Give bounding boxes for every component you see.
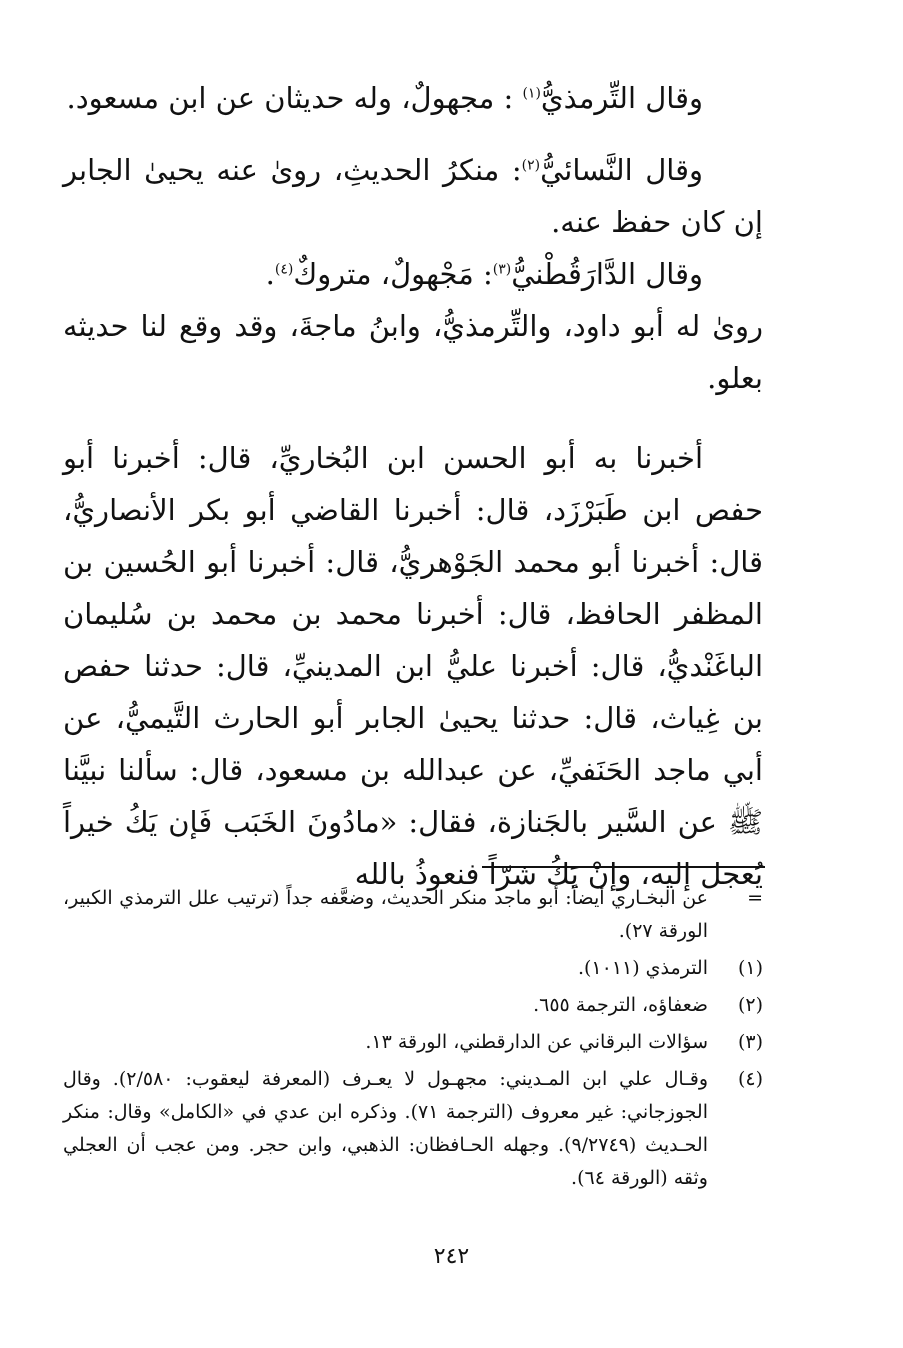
footnote-text: ضعفاؤه، الترجمة ٦٥٥. [533, 994, 708, 1016]
paragraph-text: وقال التِّرمذيُّ [540, 81, 703, 115]
footnote-mark: (١) [737, 957, 763, 979]
footnote-mark: (٢) [737, 994, 763, 1016]
footnote-4 [63, 1063, 763, 1195]
footnote-text: عن البخـاري أيضاً: أبو ماجد منكر الحديث، وضعَّفه جداً (ترتيب علل الترمذي الكبير، الورقة ٢٧). [63, 887, 708, 942]
paragraph-tirmidhi [63, 72, 763, 124]
footnote-ref: (١) [522, 85, 541, 102]
footnote-text: سؤالات البرقاني عن الدارقطني، الورقة ١٣. [365, 1031, 708, 1053]
main-text [63, 72, 763, 900]
footnote-ref: (٣) [492, 261, 512, 278]
page-number: ٢٤٢ [433, 1244, 470, 1269]
paragraph-text: . [265, 257, 275, 291]
footnote-text: وقـال علي ابن المـديني: مجهـول لا يعـرف (المعرفة ليعقوب: ٢/٥٨٠). وقال الجوزجاني: غير معروف (الترجمة ٧١). وذكره ابن عدي في «الكامل» وقال: منكر الحـديث (٩/٢٧٤٩). وجهله الحـافظان: الذهبي، وابن حجر. ومن عجب أن العجلي وثقه (الورقة ٦٤). [63, 1068, 709, 1189]
footnote-2 [63, 989, 763, 1022]
paragraph-text: : مجهولٌ، وله حديثان عن ابن مسعود. [66, 81, 523, 115]
footnote-1 [63, 952, 763, 985]
footnote-3 [63, 1026, 763, 1059]
footnote-mark: = [747, 887, 763, 909]
paragraph-daraqutni [63, 248, 763, 300]
footnote-text: الترمذي (١٠١١). [577, 957, 708, 979]
footnote-ref: (٤) [274, 261, 294, 278]
paragraph-text: وقال الدَّارَقُطْنيُّ [511, 257, 703, 291]
footnote-separator [482, 866, 765, 868]
footnote-continuation [63, 882, 763, 948]
paragraph-narrators: روىٰ له أبو داود، والتِّرمذيُّ، وابنُ ماجةَ، وقد وقع لنا حديثه بعلو. [63, 309, 763, 395]
footnote-ref: (٢) [521, 157, 541, 174]
paragraph-text: وقال النَّسائيُّ [540, 153, 704, 187]
footnotes [63, 882, 763, 1199]
paragraph-isnad: أخبرنا به أبو الحسن ابن البُخاريِّ، قال: أخبرنا أبو حفص ابن طَبَرْزَد، قال: أخبرنا القاضي أبو بكر الأنصاريُّ، قال: أخبرنا أبو محمد الجَوْهريُّ، قال: أخبرنا أبو الحُسين بن المظفر الحافظ، قال: أخبرنا محمد بن محمد بن سُليمان الباغَنْديُّ، قال: أخبرنا عليُّ ابن المدينيِّ، قال: حدثنا حفص بن غِياث، قال: حدثنا يحيىٰ الجابر أبو الحارث التَّيميُّ، عن أبي ماجد الحَنَفيِّ، عن عبدالله بن مسعود، قال: سألنا نبيَّنا ﷺ عن السَّير بالجَنازة، فقال: «مادُونَ الخَبَب فَإن يَكُ خيراً يُعجل إليه، وإنْ يَكُ شرّاً فنعوذُ بالله [63, 441, 763, 891]
footnote-mark: (٣) [737, 1031, 763, 1053]
paragraph-nasai [63, 144, 763, 248]
footnote-mark: (٤) [737, 1068, 763, 1090]
paragraph-text: : منكرُ الحديثِ، روىٰ عنه يحيىٰ الجابر إن كان حفظ عنه. [63, 153, 763, 239]
paragraph-text: : مَجْهولٌ، متروكٌ [293, 257, 493, 291]
